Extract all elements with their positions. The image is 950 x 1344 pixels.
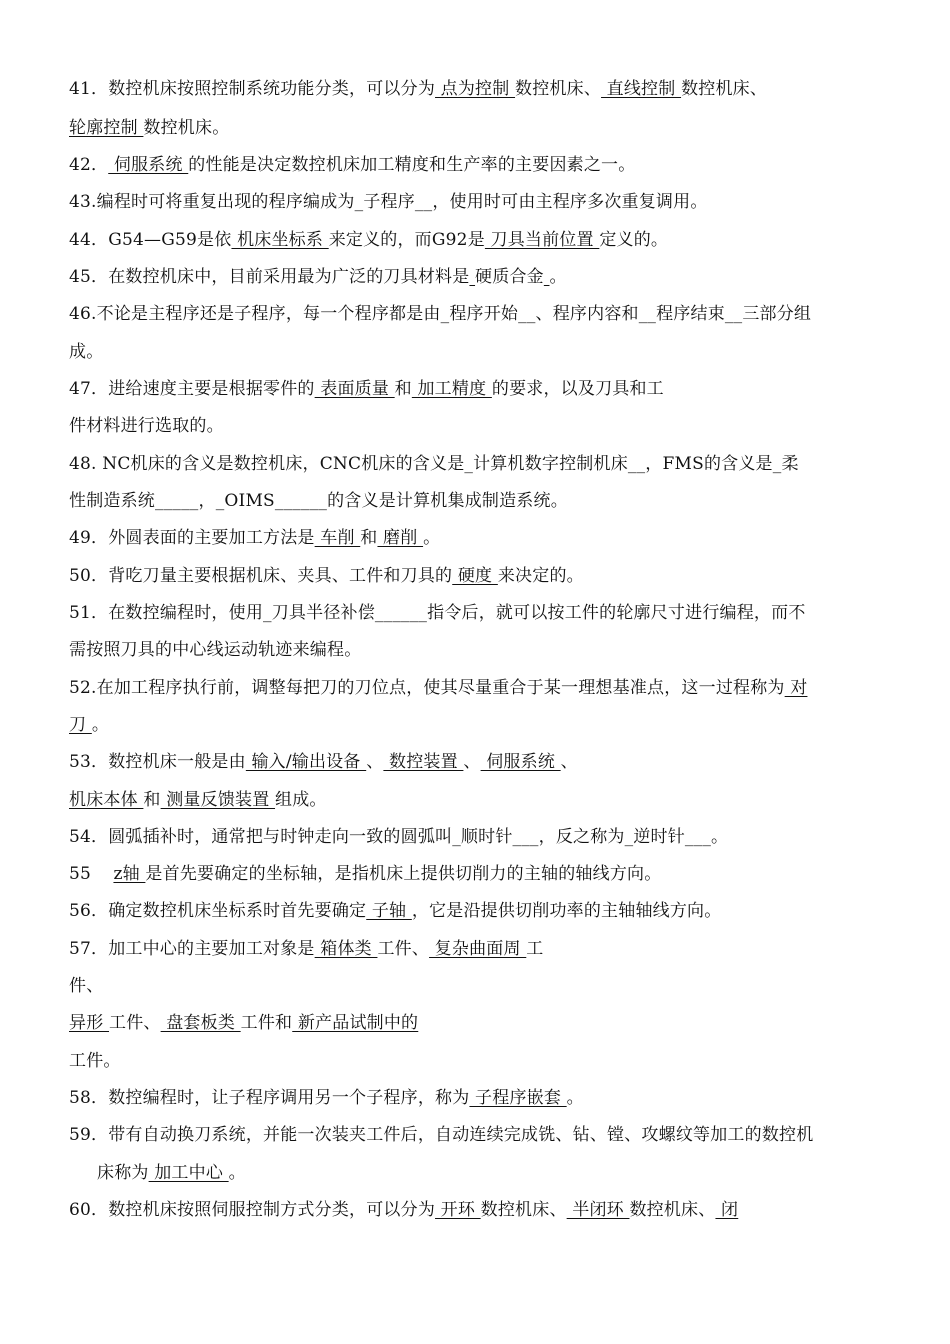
q52-answer-cont: 刀 bbox=[69, 715, 92, 735]
q47-answer-2: 加工精度 bbox=[411, 379, 492, 399]
q44-line bbox=[69, 225, 884, 255]
q57-answer-2: 复杂曲面周 bbox=[429, 939, 527, 959]
q60-answer-3: 闭 bbox=[715, 1200, 739, 1220]
q59-answer: 加工中心 bbox=[148, 1163, 229, 1183]
q53-answer-4: 机床本体 bbox=[69, 790, 144, 810]
q41-text: 41．数控机床按照控制系统功能分类，可以分为 bbox=[69, 79, 436, 99]
q45-line bbox=[69, 262, 884, 292]
q47-line-2: 件材料进行选取的。 bbox=[69, 416, 224, 436]
q41-line-1 bbox=[69, 74, 884, 104]
q47-line-1 bbox=[69, 374, 884, 404]
q53-text: 53．数控机床一般是由 bbox=[69, 752, 246, 772]
q57-text: 工 bbox=[526, 939, 544, 959]
q41-text: 数控机床。 bbox=[143, 118, 230, 138]
q49-line bbox=[69, 523, 884, 553]
q45-text: 45．在数控机床中，目前采用最为广泛的刀具材料是 bbox=[69, 267, 470, 287]
q45-answer: 硬质合金 bbox=[475, 267, 544, 287]
q49-text: 。 bbox=[423, 528, 441, 548]
q49-text: 49．外圆表面的主要加工方法是 bbox=[69, 528, 315, 548]
q44-text: 定义的。 bbox=[599, 230, 669, 250]
q46-line-1: 46.不论是主程序还是子程序，每一个程序都是由_程序开始__、程序内容和__程序结束__三部分组 bbox=[69, 304, 812, 324]
q50-text: 50．背吃刀量主要根据机床、夹具、工件和刀具的 bbox=[69, 566, 453, 586]
q47-answer-1: 表面质量 bbox=[314, 379, 395, 399]
q48-line-2: 性制造系统_____，_OIMS______的含义是计算机集成制造系统。 bbox=[69, 491, 568, 511]
q58-answer: 子程序嵌套 bbox=[469, 1088, 567, 1108]
q57-text: 工件和 bbox=[240, 1013, 293, 1033]
q59-line-1: 59．带有自动换刀系统，并能一次装夹工件后，自动连续完成铣、钻、镗、攻螺纹等加工的数控机 bbox=[69, 1125, 814, 1145]
q44-answer-2: 刀具当前位置 bbox=[484, 230, 600, 250]
q57-line-2: 件、 bbox=[69, 976, 104, 996]
q47-text: 和 bbox=[394, 379, 412, 399]
q41-answer-3: 轮廓控制 bbox=[69, 118, 144, 138]
q60-answer-2: 半闭环 bbox=[566, 1200, 630, 1220]
q58-text: 58．数控编程时，让子程序调用另一个子程序，称为 bbox=[69, 1088, 470, 1108]
q51-line-1: 51．在数控编程时，使用_刀具半径补偿______指令后，就可以按工件的轮廓尺寸进行编程，而不 bbox=[69, 603, 806, 623]
q41-text: 数控机床、 bbox=[515, 79, 602, 99]
q53-text: 、 bbox=[463, 752, 481, 772]
q42-text: 的性能是决定数控机床加工精度和生产率的主要因素之一。 bbox=[188, 155, 636, 175]
q44-text: 来定义的，而G92是 bbox=[328, 230, 485, 250]
q42-number: 42． bbox=[69, 155, 109, 175]
q50-text: 来决定的。 bbox=[497, 566, 584, 586]
q57-answer-3: 异形 bbox=[69, 1013, 110, 1033]
q42-answer: 伺服系统 bbox=[108, 155, 189, 175]
q50-answer: 硬度 bbox=[452, 566, 498, 586]
q52-line-1 bbox=[69, 673, 884, 703]
q57-text: 工件、 bbox=[377, 939, 430, 959]
q52-answer: 对 bbox=[784, 678, 808, 698]
q55-line bbox=[69, 859, 884, 889]
q52-text: 。 bbox=[91, 715, 110, 735]
q53-text: 、 bbox=[366, 752, 384, 772]
q56-answer: 子轴 bbox=[366, 901, 412, 921]
q48-line-1: 48. NC机床的含义是数控机床，CNC机床的含义是_计算机数字控制机床__，FMS的含义是_柔 bbox=[69, 454, 799, 474]
q53-answer-3: 伺服系统 bbox=[480, 752, 561, 772]
q58-line bbox=[69, 1083, 884, 1113]
q58-text: 。 bbox=[566, 1088, 584, 1108]
q53-text: 、 bbox=[560, 752, 578, 772]
q44-answer-1: 机床坐标系 bbox=[231, 230, 329, 250]
q56-text: 56．确定数控机床坐标系时首先要确定 bbox=[69, 901, 367, 921]
q50-line bbox=[69, 561, 884, 591]
q53-answer-2: 数控装置 bbox=[383, 752, 464, 772]
q57-text: 57．加工中心的主要加工对象是 bbox=[69, 939, 315, 959]
q53-text: 组成。 bbox=[275, 790, 327, 810]
q56-line bbox=[69, 896, 884, 926]
q53-answer-1: 输入/输出设备 bbox=[245, 752, 367, 772]
q42-line bbox=[69, 150, 884, 180]
q59-text: 。 bbox=[228, 1163, 246, 1183]
q51-line-2: 需按照刀具的中心线运动轨迹来编程。 bbox=[69, 640, 362, 660]
q55-answer: z轴 bbox=[113, 864, 146, 884]
q45-text: 。 bbox=[549, 267, 567, 287]
q60-answer-1: 开环 bbox=[435, 1200, 481, 1220]
q60-text: 数控机床、 bbox=[480, 1200, 567, 1220]
q59-text: 床称为 bbox=[97, 1163, 149, 1183]
q55-number: 55 bbox=[69, 864, 114, 884]
q53-line-2 bbox=[69, 785, 884, 815]
q52-line-2 bbox=[69, 710, 884, 740]
q41-line-2 bbox=[69, 113, 884, 143]
q49-answer-1: 车削 bbox=[314, 528, 361, 548]
q57-text: 工件、 bbox=[109, 1013, 161, 1033]
q60-text: 数控机床、 bbox=[629, 1200, 716, 1220]
q41-answer-2: 直线控制 bbox=[601, 79, 682, 99]
q53-line-1 bbox=[69, 747, 884, 777]
q60-text: 60．数控机床按照伺服控制方式分类，可以分为 bbox=[69, 1200, 436, 1220]
q54-line: 54．圆弧插补时，通常把与时钟走向一致的圆弧叫_顺时针___，反之称为_逆时针___。 bbox=[69, 827, 729, 847]
q49-answer-2: 磨削 bbox=[377, 528, 424, 548]
q57-line-4: 工件。 bbox=[69, 1051, 121, 1071]
q41-text: 数控机床、 bbox=[681, 79, 768, 99]
q59-line-2 bbox=[97, 1158, 884, 1188]
q56-text: ，它是沿提供切削功率的主轴轴线方向。 bbox=[411, 901, 722, 921]
q47-text: 的要求，以及刀具和工 bbox=[491, 379, 664, 399]
q55-text: 是首先要确定的坐标轴，是指机床上提供切削力的主轴的轴线方向。 bbox=[145, 864, 662, 884]
q57-answer-4: 盘套板类 bbox=[160, 1013, 241, 1033]
q60-line bbox=[69, 1195, 884, 1225]
q57-answer-5: 新产品试制中的 bbox=[292, 1013, 419, 1033]
q53-answer-5: 测量反馈装置 bbox=[160, 790, 276, 810]
q49-text: 和 bbox=[360, 528, 378, 548]
q46-line-2: 成。 bbox=[69, 342, 104, 362]
q43-line: 43.编程时可将重复出现的程序编成为_子程序__，使用时可由主程序多次重复调用。 bbox=[69, 192, 708, 212]
q44-text: 44．G54—G59是依 bbox=[69, 230, 232, 250]
q57-answer-1: 箱体类 bbox=[314, 939, 378, 959]
q52-text: 52.在加工程序执行前，调整每把刀的刀位点，使其尽量重合于某一理想基准点，这一过程称为 bbox=[69, 678, 785, 698]
q57-line-3 bbox=[69, 1008, 884, 1038]
q57-line-1 bbox=[69, 934, 884, 964]
q41-answer-1: 点为控制 bbox=[435, 79, 516, 99]
q47-text: 47．进给速度主要是根据零件的 bbox=[69, 379, 315, 399]
q53-text: 和 bbox=[143, 790, 161, 810]
